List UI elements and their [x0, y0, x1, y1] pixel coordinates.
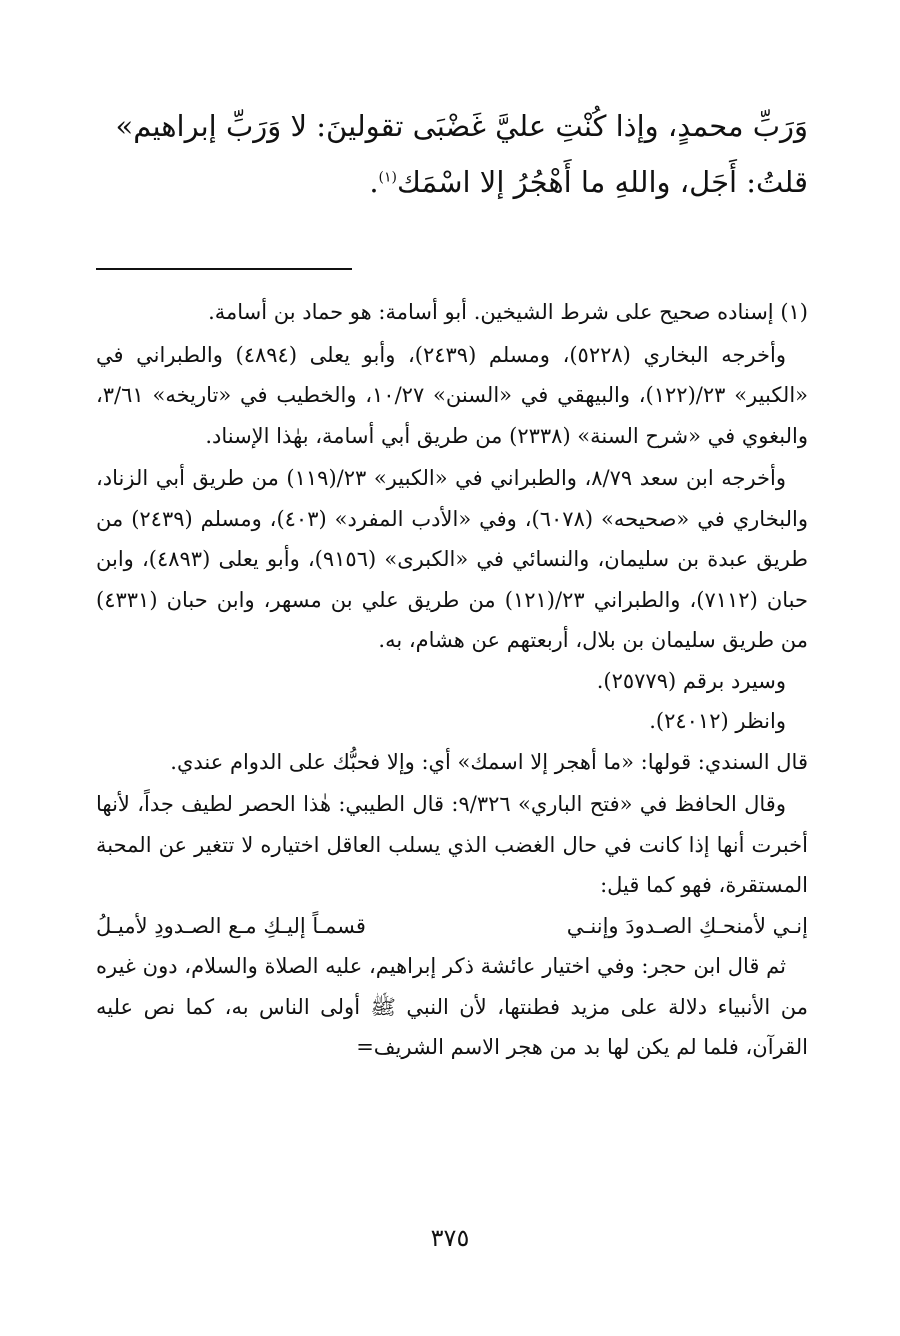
- footnote-paragraph-hafiz: وقال الحافظ في «فتح الباري» ٩/٣٢٦: قال الطيبي: هٰذا الحصر لطيف جداً، لأنها أخبرت أنها إذا كانت في حال الغضب الذي يسلب العاقل اختياره لا تتغير عن المحبة المستقرة، فهو كما قيل:: [96, 792, 808, 897]
- main-line-2-end: .: [369, 165, 379, 199]
- footnote-paragraph-takhrij-2: وأخرجه ابن سعد ٨/٧٩، والطبراني في «الكبير» ٢٣/(١١٩) من طريق أبي الزناد، والبخاري في «صحيحه» (٦٠٧٨)، وفي «الأدب المفرد» (٤٠٣)، ومسلم (٢٤٣٩) من طريق عبدة بن سليمان، والنسائي في «الكبرى» (٩١٥٦)، وأبو يعلى (٤٨٩٣)، وابن حبان (٧١١٢)، والطبراني ٢٣/(١٢١) من طريق علي بن مسهر، وابن حبان (٤٣٣١) من طريق سليمان بن بلال، أربعتهم عن هشام، به.: [96, 466, 809, 652]
- footnotes: [96, 292, 808, 1068]
- footnote-1: (١) إسناده صحيح على شرط الشيخين. أبو أسامة: هو حماد بن أسامة.: [208, 300, 808, 324]
- main-line-2-text: قلتُ: أَجَل، واللهِ ما أَهْجُرُ إلا اسْمَك: [397, 165, 808, 199]
- book-page: [96, 98, 808, 1068]
- footnote-paragraph-see-also: وسيرد برقم (٢٥٧٧٩).: [596, 668, 786, 693]
- footnote-paragraph-compare: وانظر (٢٤٠١٢).: [649, 709, 786, 733]
- poem-second-hemistich: قسمـاً إليـكِ مـع الصـدودِ لأميـلُ: [96, 913, 366, 938]
- footnote-paragraph-sindi: قال السندي: قولها: «ما أهجر إلا اسمك» أي: وإلا فحبُّك على الدوام عندي.: [170, 749, 808, 774]
- main-text: [96, 98, 808, 210]
- page-number: ٣٧٥: [430, 1224, 470, 1252]
- main-line-2: [96, 154, 808, 210]
- footnote-reference: (١): [378, 169, 398, 186]
- footnote-paragraph-takhrij: وأخرجه البخاري (٥٢٢٨)، ومسلم (٢٤٣٩)، وأبو يعلى (٤٨٩٤) والطبراني في «الكبير» ٢٣/(١٢٢)، والبيهقي في «السنن» ١٠/٢٧، والخطيب في «تاريخه» ٣/٦١، والبغوي في «شرح السنة» (٢٣٣٨) من طريق أبي أسامة، بهٰذا الإسناد.: [96, 342, 808, 448]
- footnote-paragraph-ibn-hajar: ثم قال ابن حجر: وفي اختيار عائشة ذكر إبراهيم، عليه الصلاة والسلام، دون غيره من الأنبياء دلالة على مزيد فطنتها، لأن النبي ﷺ أولى الناس به، كما نص عليه القرآن، فلما لم يكن لها بد من هجر الاسم الشريف=: [96, 954, 808, 1059]
- main-line-1: وَرَبِّ محمدٍ، وإذا كُنْتِ عليَّ غَضْبَى تقولينَ: لا وَرَبِّ إبراهيم»: [115, 109, 808, 143]
- poem-verse: [96, 906, 808, 947]
- poem-first-hemistich: إنـي لأمنحـكِ الصـدودَ وإننـي: [566, 913, 808, 938]
- footnote-separator: [96, 268, 352, 270]
